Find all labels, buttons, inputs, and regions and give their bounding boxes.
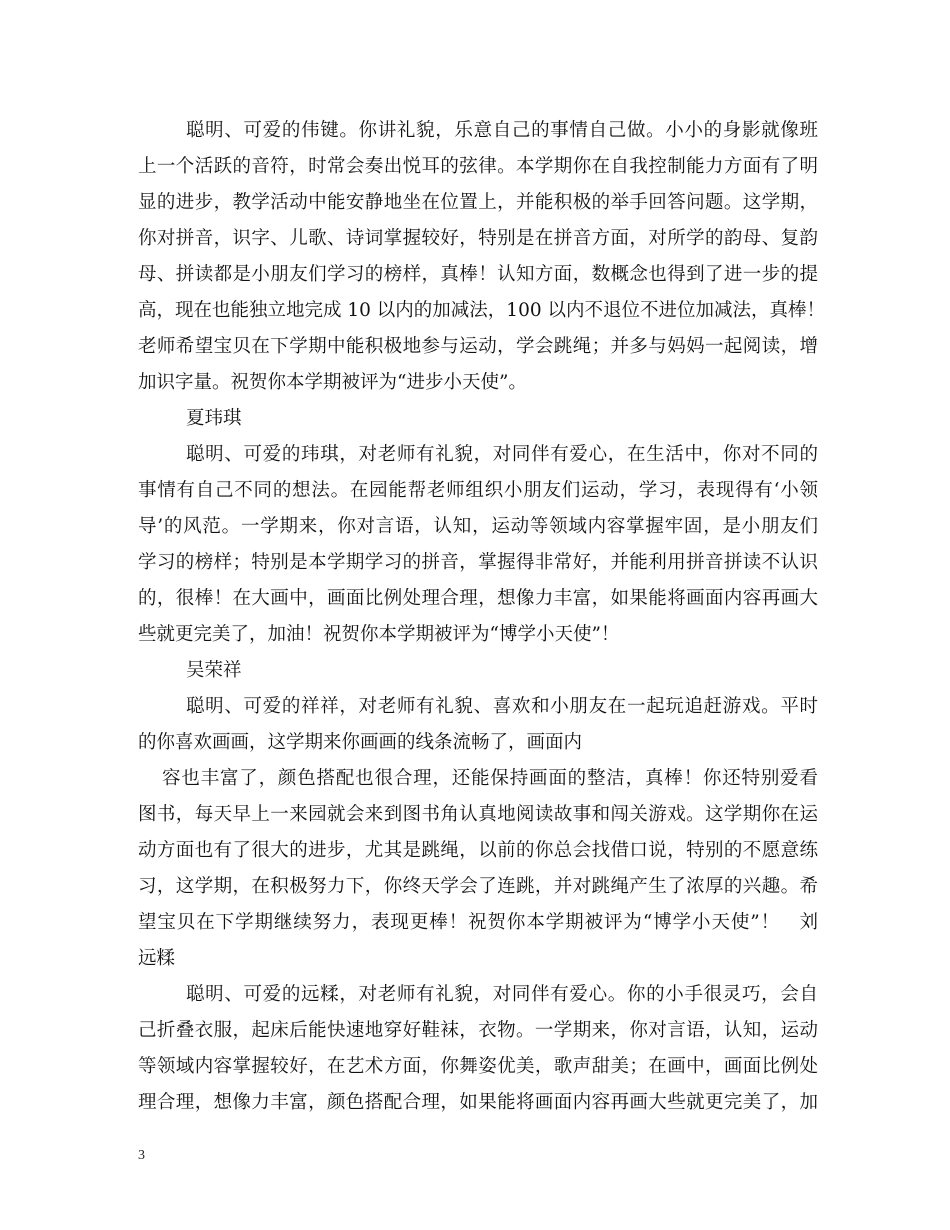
paragraph-line: 聪明、可爱的玮琪，对老师有礼貌，对同伴有爱心，在生活中，你对不同的 [186,444,818,465]
paragraph-line: 你对拼音，识字、儿歌、诗词掌握较好，特别是在拼音方面，对所学的韵母、复韵 [138,228,818,249]
paragraph-line: 加识字量。祝贺你本学期被评为“进步小天使”。 [138,372,527,393]
paragraph-line: 己折叠衣服，起床后能快速地穿好鞋袜，衣物。一学期来，你对言语，认知，运动 [138,1020,818,1041]
page-number: 3 [138,1148,145,1163]
paragraph-line: 上一个活跃的音符，时常会奏出悦耳的弦律。本学期你在自我控制能力方面有了明 [138,156,818,177]
paragraph-line: 的你喜欢画画，这学期来你画画的线条流畅了，画面内 [138,732,583,753]
paragraph-line: 习，这学期，在积极努力下，你终天学会了连跳，并对跳绳产生了浓厚的兴趣。希 [138,876,818,897]
paragraph-line: 等领域内容掌握较好，在艺术方面，你舞姿优美，歌声甜美；在画中，画面比例处 [138,1056,818,1077]
paragraph-line: 事情有自己不同的想法。在园能帮老师组织小朋友们运动，学习，表现得有‘小领 [138,480,818,501]
paragraph-line: 聪明、可爱的祥祥，对老师有礼貌、喜欢和小朋友在一起玩追赶游戏。平时 [186,696,818,717]
paragraph-line: 的，很棒！在大画中，画面比例处理合理，想像力丰富，如果能将画面内容再画大 [138,588,818,609]
paragraph-line: 母、拼读都是小朋友们学习的榜样，真棒！认知方面，数概念也得到了进一步的提 [138,264,818,285]
paragraph-line: 理合理，想像力丰富，颜色搭配合理，如果能将画面内容再画大些就更完美了，加 [138,1092,818,1113]
student-name-heading: 吴荣祥 [186,660,242,681]
paragraph-line: 些就更完美了，加油！祝贺你本学期被评为“博学小天使”！ [138,624,620,645]
paragraph-line: 聪明、可爱的远糅，对老师有礼貌，对同伴有爱心。你的小手很灵巧，会自 [186,984,818,1005]
paragraph-line: 聪明、可爱的伟键。你讲礼貌，乐意自己的事情自己做。小小的身影就像班 [186,120,818,141]
paragraph-line: 望宝贝在下学期继续努力，表现更棒！祝贺你本学期被评为“博学小天使”！ 刘 [138,912,818,933]
paragraph-line: 学习的榜样；特别是本学期学习的拼音，掌握得非常好，并能利用拼音拼读不认识 [138,552,818,573]
paragraph-line: 显的进步，教学活动中能安静地坐在位置上，并能积极的举手回答问题。这学期， [138,192,818,213]
paragraph-line: 容也丰富了，颜色搭配也很合理，还能保持画面的整洁，真棒！你还特别爱看 [162,768,818,789]
paragraph-line: 导’的风范。一学期来，你对言语，认知，运动等领域内容掌握牢固，是小朋友们 [138,516,818,537]
student-name-heading: 夏玮琪 [186,408,242,429]
paragraph-line: 远糅 [138,948,176,969]
paragraph-line: 高，现在也能独立地完成 10 以内的加减法，100 以内不退位不进位加减法，真棒！ [138,300,825,321]
paragraph-line: 老师希望宝贝在下学期中能积极地参与运动，学会跳绳；并多与妈妈一起阅读，增 [138,336,818,357]
paragraph-line: 图书，每天早上一来园就会来到图书角认真地阅读故事和闯关游戏。这学期你在运 [138,804,818,825]
paragraph-line: 动方面也有了很大的进步，尤其是跳绳，以前的你总会找借口说，特别的不愿意练 [138,840,818,861]
